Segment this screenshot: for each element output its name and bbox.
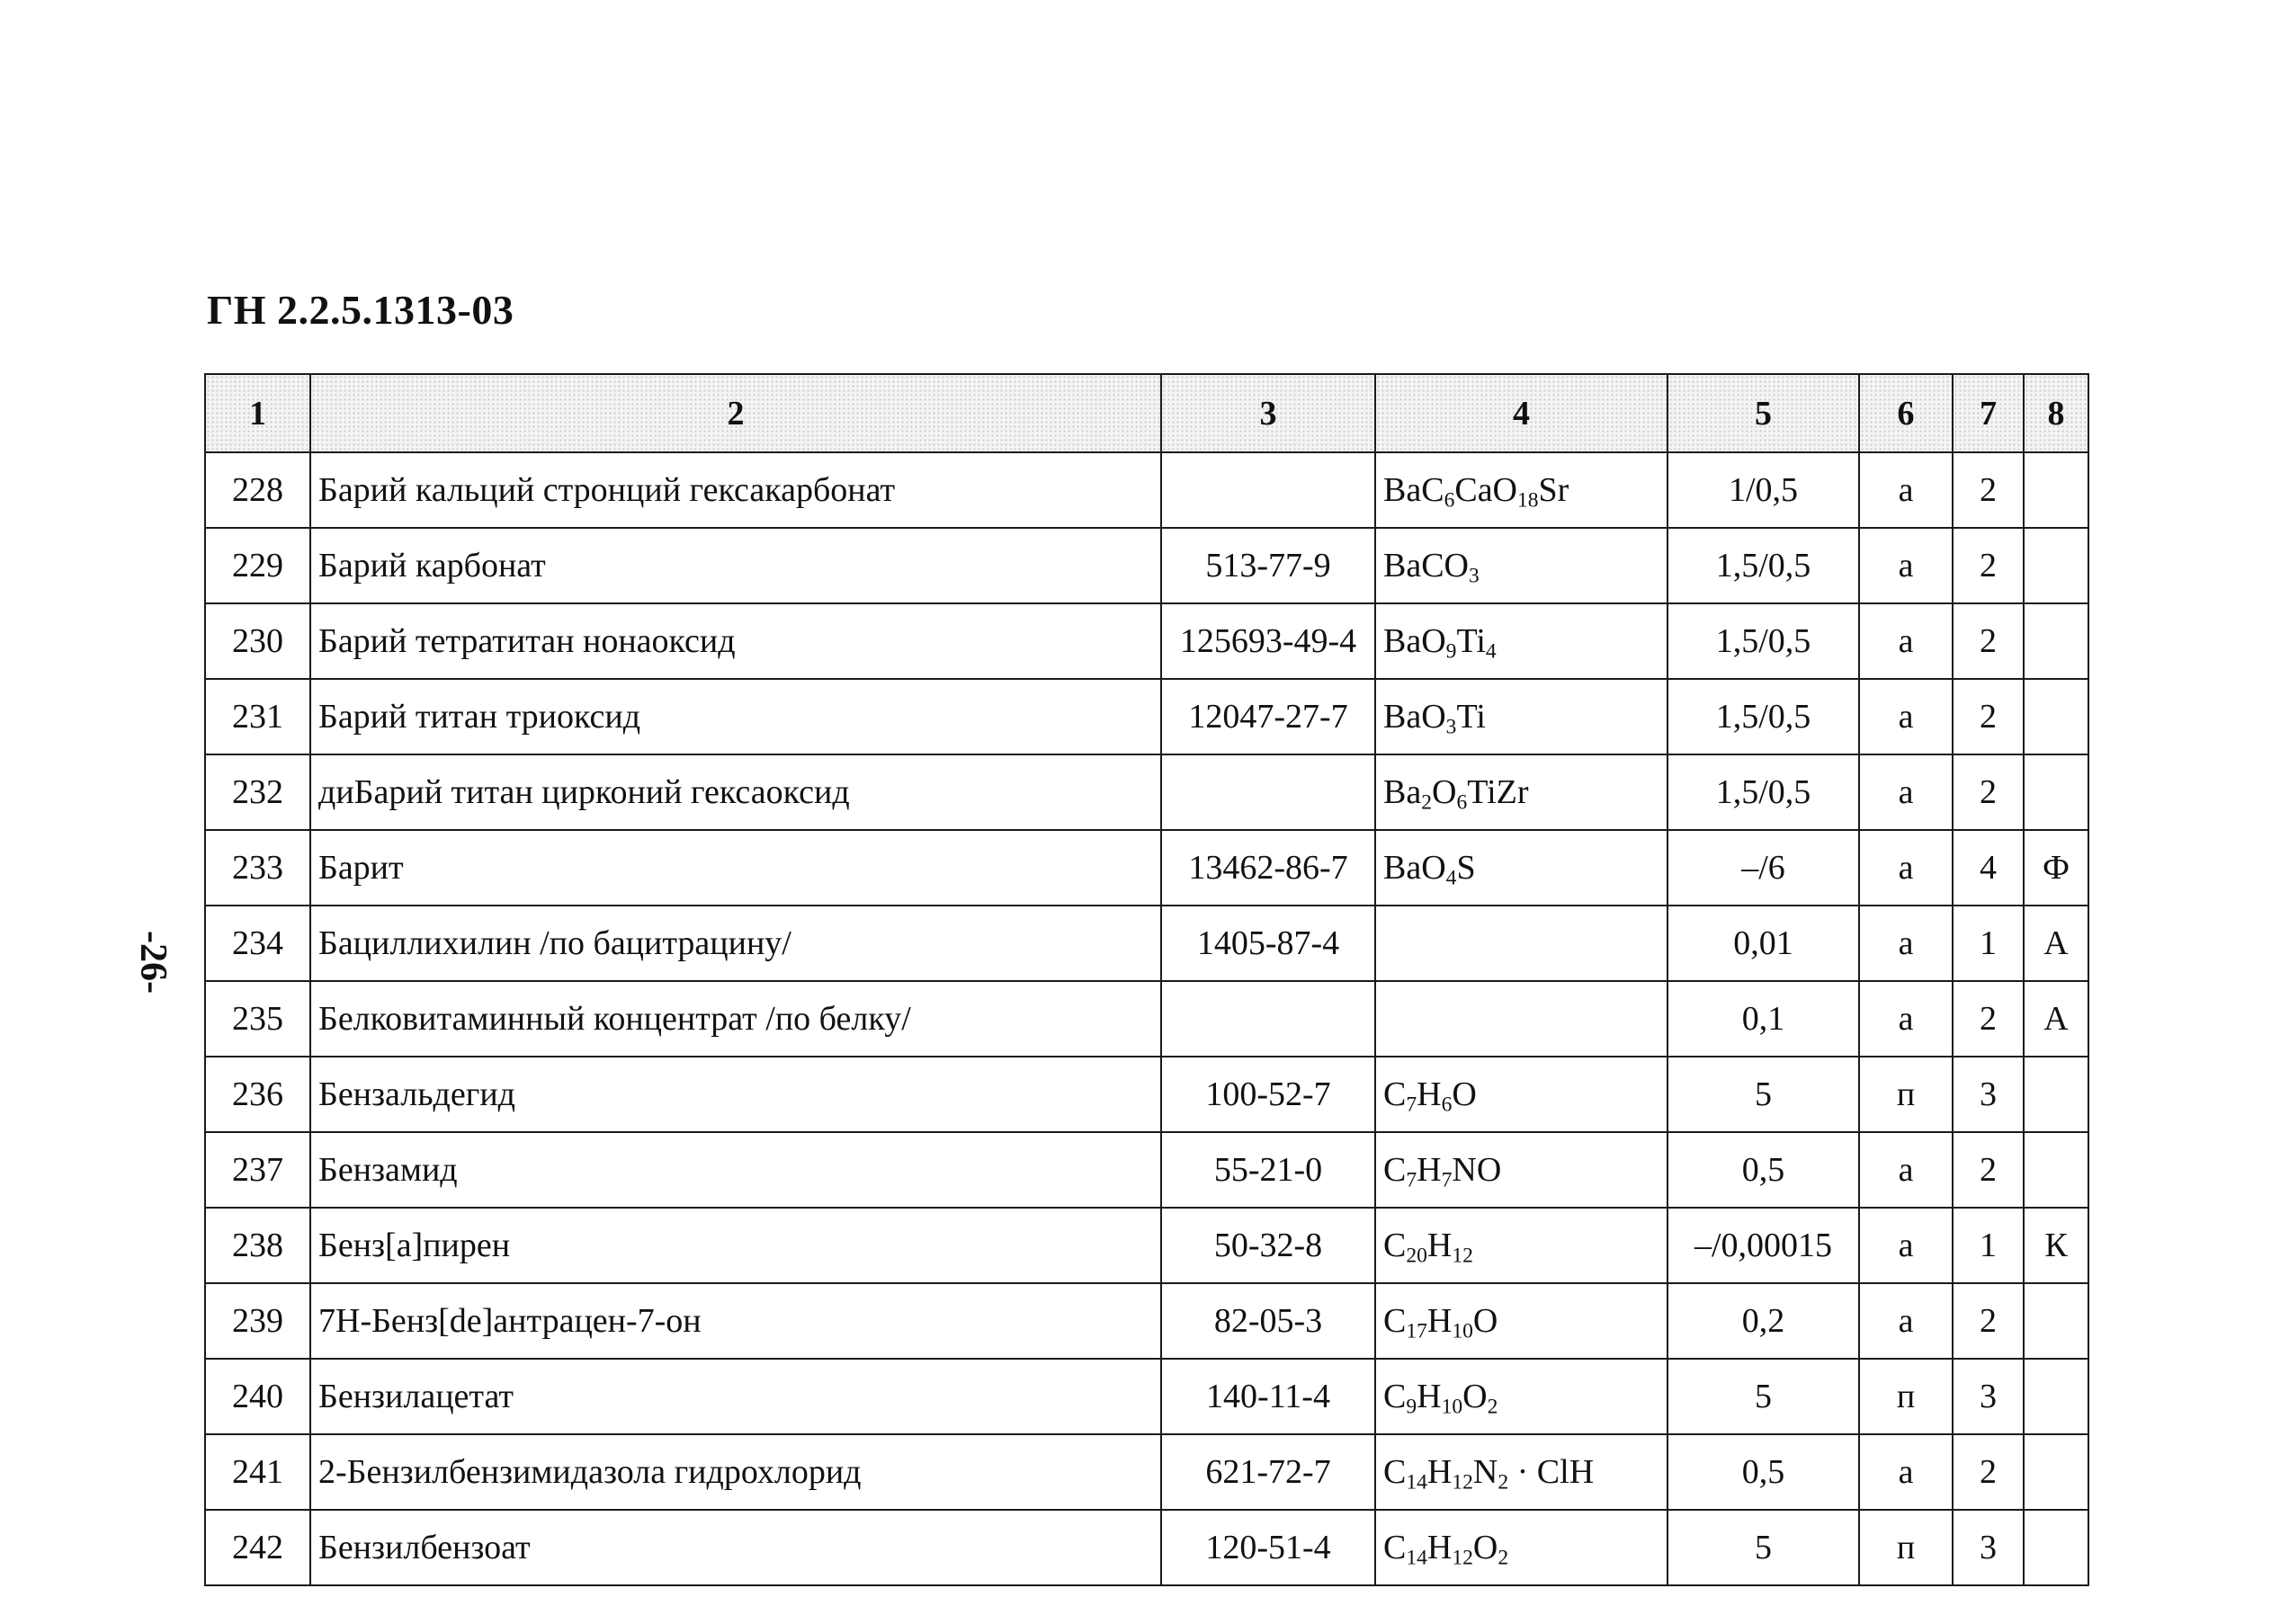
table-row — [205, 452, 2088, 528]
mac-value: 0,5 — [1667, 1434, 1859, 1510]
table-row — [205, 1283, 2088, 1359]
hazard-class: 3 — [1953, 1057, 2024, 1132]
aggregate-state: а — [1859, 603, 1953, 679]
hazard-class: 2 — [1953, 528, 2024, 603]
mac-value: 1,5/0,5 — [1667, 528, 1859, 603]
note-mark — [2024, 1510, 2088, 1585]
substance-name: Барит — [310, 830, 1161, 906]
row-number: 232 — [205, 754, 310, 830]
cas-number: 140-11-4 — [1161, 1359, 1375, 1434]
hazard-class: 2 — [1953, 603, 2024, 679]
chemical-formula: BaO$_3$Ti — [1375, 679, 1667, 754]
column-header: 5 — [1667, 374, 1859, 452]
note-mark — [2024, 1434, 2088, 1510]
aggregate-state: а — [1859, 528, 1953, 603]
table-row — [205, 1132, 2088, 1208]
table-row — [205, 1359, 2088, 1434]
column-header: 8 — [2024, 374, 2088, 452]
aggregate-state: а — [1859, 1208, 1953, 1283]
hazard-class: 1 — [1953, 906, 2024, 981]
note-mark — [2024, 1132, 2088, 1208]
note-mark — [2024, 603, 2088, 679]
cas-number: 621-72-7 — [1161, 1434, 1375, 1510]
note-mark — [2024, 1057, 2088, 1132]
note-mark — [2024, 679, 2088, 754]
row-number: 233 — [205, 830, 310, 906]
row-number: 228 — [205, 452, 310, 528]
hazard-class: 2 — [1953, 679, 2024, 754]
document-title: ГН 2.2.5.1313-03 — [207, 287, 514, 333]
mac-value: –/6 — [1667, 830, 1859, 906]
mac-value: 1,5/0,5 — [1667, 679, 1859, 754]
hazard-class: 2 — [1953, 754, 2024, 830]
chemical-formula — [1375, 981, 1667, 1057]
cas-number: 82-05-3 — [1161, 1283, 1375, 1359]
table-row — [205, 981, 2088, 1057]
substance-name: Барий тетратитан нонаоксид — [310, 603, 1161, 679]
substance-name: Бенз[а]пирен — [310, 1208, 1161, 1283]
mac-value: 1/0,5 — [1667, 452, 1859, 528]
cas-number: 125693-49-4 — [1161, 603, 1375, 679]
chemical-formula: BaO$_4$S — [1375, 830, 1667, 906]
row-number: 238 — [205, 1208, 310, 1283]
row-number: 241 — [205, 1434, 310, 1510]
aggregate-state: а — [1859, 830, 1953, 906]
cas-number — [1161, 981, 1375, 1057]
mac-value: 5 — [1667, 1510, 1859, 1585]
aggregate-state: п — [1859, 1510, 1953, 1585]
substance-name: Бензилбензоат — [310, 1510, 1161, 1585]
chemical-formula: $BaO_9Ti_4$ — [1375, 603, 1667, 679]
cas-number: 50-32-8 — [1161, 1208, 1375, 1283]
table-row — [205, 679, 2088, 754]
chemical-formula: BaCO$_3$ — [1375, 528, 1667, 603]
column-header: 1 — [205, 374, 310, 452]
substance-name: Бензилацетат — [310, 1359, 1161, 1434]
row-number: 239 — [205, 1283, 310, 1359]
substance-name: диБарий титан цирконий гексаоксид — [310, 754, 1161, 830]
aggregate-state: а — [1859, 906, 1953, 981]
table-row — [205, 603, 2088, 679]
note-mark: Ф — [2024, 830, 2088, 906]
hazard-class: 1 — [1953, 1208, 2024, 1283]
row-number: 229 — [205, 528, 310, 603]
note-mark — [2024, 1359, 2088, 1434]
table-row — [205, 1057, 2088, 1132]
row-number: 236 — [205, 1057, 310, 1132]
row-number: 230 — [205, 603, 310, 679]
column-header: 7 — [1953, 374, 2024, 452]
mac-value: 0,2 — [1667, 1283, 1859, 1359]
aggregate-state: п — [1859, 1359, 1953, 1434]
mac-value: 0,01 — [1667, 906, 1859, 981]
hazard-class: 2 — [1953, 981, 2024, 1057]
table-row — [205, 1434, 2088, 1510]
substance-name: Бензальдегид — [310, 1057, 1161, 1132]
cas-number: 55-21-0 — [1161, 1132, 1375, 1208]
row-number: 235 — [205, 981, 310, 1057]
substance-name: Барий титан триоксид — [310, 679, 1161, 754]
note-mark: А — [2024, 906, 2088, 981]
table-row — [205, 1208, 2088, 1283]
chemical-formula: $C_9H_{10}O_2$ — [1375, 1359, 1667, 1434]
substance-name: Бациллихилин /по бацитрацину/ — [310, 906, 1161, 981]
cas-number: 100-52-7 — [1161, 1057, 1375, 1132]
aggregate-state: а — [1859, 1283, 1953, 1359]
table-row — [205, 906, 2088, 981]
chemical-formula — [1375, 906, 1667, 981]
column-header: 6 — [1859, 374, 1953, 452]
mac-value: 1,5/0,5 — [1667, 754, 1859, 830]
substances-table — [204, 373, 2089, 1586]
chemical-formula: $C_{17}H_{10}O$ — [1375, 1283, 1667, 1359]
cas-number: 120-51-4 — [1161, 1510, 1375, 1585]
aggregate-state: п — [1859, 1057, 1953, 1132]
row-number: 240 — [205, 1359, 310, 1434]
chemical-formula: $C_{20}H_{12}$ — [1375, 1208, 1667, 1283]
substance-name: Барий карбонат — [310, 528, 1161, 603]
substance-name: 7Н-Бенз[de]антрацен-7-он — [310, 1283, 1161, 1359]
note-mark: А — [2024, 981, 2088, 1057]
column-header: 2 — [310, 374, 1161, 452]
chemical-formula: $C_7H_6O$ — [1375, 1057, 1667, 1132]
mac-value: 5 — [1667, 1359, 1859, 1434]
substance-name: Барий кальций стронций гексакарбонат — [310, 452, 1161, 528]
hazard-class: 2 — [1953, 1132, 2024, 1208]
table-row — [205, 754, 2088, 830]
mac-value: 0,5 — [1667, 1132, 1859, 1208]
row-number: 234 — [205, 906, 310, 981]
table-header-row — [205, 374, 2088, 452]
note-mark: К — [2024, 1208, 2088, 1283]
chemical-formula: $C_{14}H_{12}N_2$ · ClH — [1375, 1434, 1667, 1510]
cas-number — [1161, 754, 1375, 830]
substance-name: 2-Бензилбензимидазола гидрохлорид — [310, 1434, 1161, 1510]
aggregate-state: а — [1859, 679, 1953, 754]
mac-value: 5 — [1667, 1057, 1859, 1132]
chemical-formula: $C_{14}H_{12}O_2$ — [1375, 1510, 1667, 1585]
hazard-class: 4 — [1953, 830, 2024, 906]
cas-number: 513-77-9 — [1161, 528, 1375, 603]
aggregate-state: а — [1859, 981, 1953, 1057]
hazard-class: 2 — [1953, 452, 2024, 528]
column-header: 4 — [1375, 374, 1667, 452]
hazard-class: 2 — [1953, 1283, 2024, 1359]
substance-name: Бензамид — [310, 1132, 1161, 1208]
column-header: 3 — [1161, 374, 1375, 452]
cas-number — [1161, 452, 1375, 528]
chemical-formula: BaC$_6$CaO$_{18}$Sr — [1375, 452, 1667, 528]
hazard-class: 3 — [1953, 1359, 2024, 1434]
table-body — [205, 452, 2088, 1585]
note-mark — [2024, 528, 2088, 603]
aggregate-state: а — [1859, 754, 1953, 830]
note-mark — [2024, 754, 2088, 830]
row-number: 231 — [205, 679, 310, 754]
cas-number: 1405-87-4 — [1161, 906, 1375, 981]
mac-value: 1,5/0,5 — [1667, 603, 1859, 679]
cas-number: 12047-27-7 — [1161, 679, 1375, 754]
note-mark — [2024, 1283, 2088, 1359]
mac-value: –/0,00015 — [1667, 1208, 1859, 1283]
table-row — [205, 528, 2088, 603]
row-number: 237 — [205, 1132, 310, 1208]
note-mark — [2024, 452, 2088, 528]
chemical-formula: $Ba_2O_6TiZr$ — [1375, 754, 1667, 830]
page-number-text: -26- — [132, 931, 174, 994]
table-row — [205, 830, 2088, 906]
page-number — [126, 908, 180, 1016]
hazard-class: 2 — [1953, 1434, 2024, 1510]
aggregate-state: а — [1859, 452, 1953, 528]
aggregate-state: а — [1859, 1434, 1953, 1510]
aggregate-state: а — [1859, 1132, 1953, 1208]
row-number: 242 — [205, 1510, 310, 1585]
table-row — [205, 1510, 2088, 1585]
cas-number: 13462-86-7 — [1161, 830, 1375, 906]
hazard-class: 3 — [1953, 1510, 2024, 1585]
mac-value: 0,1 — [1667, 981, 1859, 1057]
substance-name: Белковитаминный концентрат /по белку/ — [310, 981, 1161, 1057]
chemical-formula: $C_7H_7NO$ — [1375, 1132, 1667, 1208]
